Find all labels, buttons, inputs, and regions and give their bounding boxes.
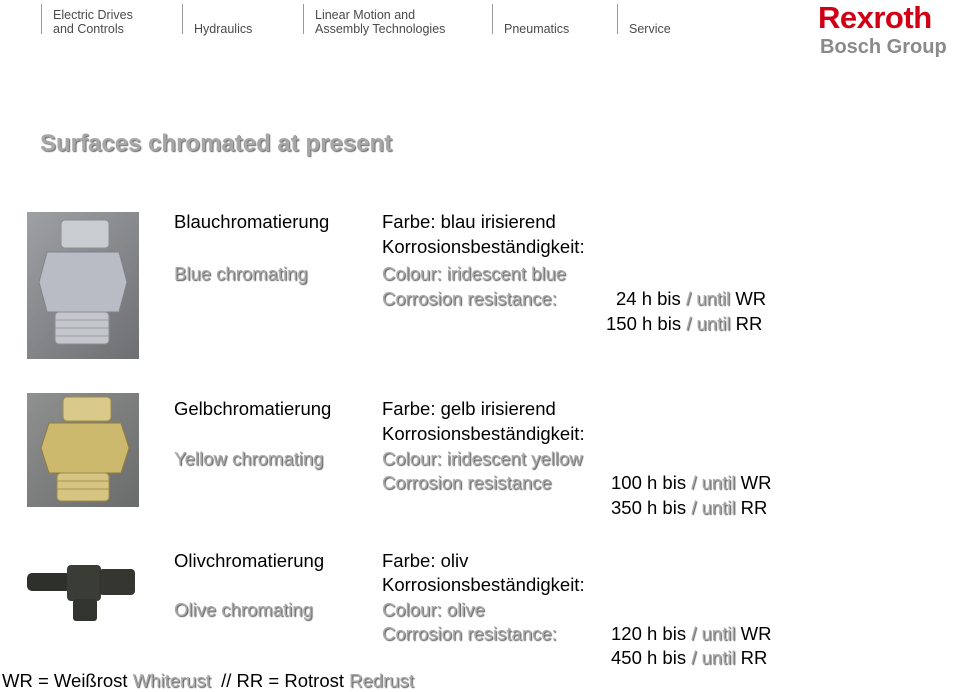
rr-abbrev: RR (740, 647, 768, 668)
rr-hours: 450 h bis (611, 647, 687, 668)
colour-text: Colour: olive (382, 599, 485, 620)
abbreviation-legend (2, 670, 414, 692)
until-label: until (701, 647, 736, 668)
nav-linear-motion[interactable] (315, 8, 445, 36)
until-label: until (696, 313, 731, 334)
rr-resistance (606, 313, 762, 335)
section-en-name: Olive chromating (174, 599, 313, 620)
nav-separator (617, 4, 618, 34)
rr-abbrev: RR (740, 497, 768, 518)
corrosion-label: Corrosion resistance: (382, 288, 557, 309)
rr-resistance (611, 647, 767, 669)
wr-english: Whiterust (132, 670, 211, 691)
wr-abbrev: WR (740, 623, 772, 644)
separator: / (691, 472, 697, 493)
rexroth-logo: Rexroth (818, 0, 932, 35)
section-de-name: Gelbchromatierung (174, 398, 332, 419)
wr-hours: 120 h bis (611, 623, 687, 644)
rr-abbrev: RR (735, 313, 763, 334)
wr-abbrev: WR (735, 288, 767, 309)
nav-label-line1: Hydraulics (194, 22, 253, 36)
wr-hours: 100 h bis (611, 472, 687, 493)
bosch-group-logo: Bosch Group (820, 36, 947, 58)
nav-separator (303, 4, 304, 34)
korrosion-label: Korrosionsbeständigkeit: (382, 423, 585, 444)
wr-definition: WR = Weißrost (2, 670, 128, 691)
nav-label-line2: Assembly Technologies (315, 22, 446, 36)
separator: / (691, 647, 697, 668)
farbe-text: Farbe: blau irisierend (382, 211, 556, 232)
wr-resistance (611, 623, 771, 645)
blue-chromated-fitting-photo (27, 212, 139, 359)
until-label: until (696, 288, 731, 309)
corrosion-label: Corrosion resistance: (382, 623, 557, 644)
rr-definition: // RR = Rotrost (221, 670, 344, 691)
wr-resistance (616, 288, 766, 310)
farbe-text: Farbe: oliv (382, 550, 469, 571)
section-de-name: Olivchromatierung (174, 550, 325, 571)
olive-tee-fitting-image (27, 555, 139, 630)
rr-hours: 350 h bis (611, 497, 687, 518)
separator: / (691, 497, 697, 518)
nav-label-line1: Service (629, 22, 671, 36)
section-en-name: Blue chromating (174, 263, 308, 284)
nav-pneumatics[interactable] (504, 22, 569, 36)
section-de-name: Blauchromatierung (174, 211, 330, 232)
section-en-name: Yellow chromating (174, 448, 324, 469)
page-title: Surfaces chromated at present (40, 130, 393, 157)
separator: / (686, 313, 692, 334)
separator: / (685, 288, 692, 309)
nav-separator (182, 4, 183, 34)
nav-label-line1: Linear Motion and (315, 8, 416, 22)
blue-fitting-image (27, 212, 139, 359)
corrosion-label: Corrosion resistance (382, 472, 552, 493)
rr-english: Redrust (349, 670, 414, 691)
yellow-chromated-fitting-photo (27, 393, 139, 507)
colour-text: Colour: iridescent yellow (382, 448, 583, 469)
farbe-text: Farbe: gelb irisierend (382, 398, 556, 419)
nav-separator (41, 4, 42, 34)
nav-label-line2: and Controls (53, 22, 124, 36)
nav-label-line1: Pneumatics (504, 22, 570, 36)
wr-resistance (611, 472, 771, 494)
separator: / (691, 623, 697, 644)
korrosion-label: Korrosionsbeständigkeit: (382, 236, 585, 257)
olive-chromated-tee-fitting-photo (27, 555, 139, 630)
wr-hours: 24 h bis (616, 288, 681, 309)
until-label: until (701, 497, 736, 518)
nav-hydraulics[interactable] (194, 22, 252, 36)
rr-hours: 150 h bis (606, 313, 682, 334)
nav-label-line1: Electric Drives (53, 8, 133, 22)
nav-service[interactable] (629, 22, 671, 36)
rr-resistance (611, 497, 767, 519)
nav-electric-drives[interactable] (53, 8, 133, 36)
nav-separator (492, 4, 493, 34)
wr-abbrev: WR (740, 472, 772, 493)
korrosion-label: Korrosionsbeständigkeit: (382, 574, 585, 595)
yellow-fitting-image (27, 393, 139, 507)
until-label: until (701, 472, 736, 493)
until-label: until (701, 623, 736, 644)
colour-text: Colour: iridescent blue (382, 263, 567, 284)
